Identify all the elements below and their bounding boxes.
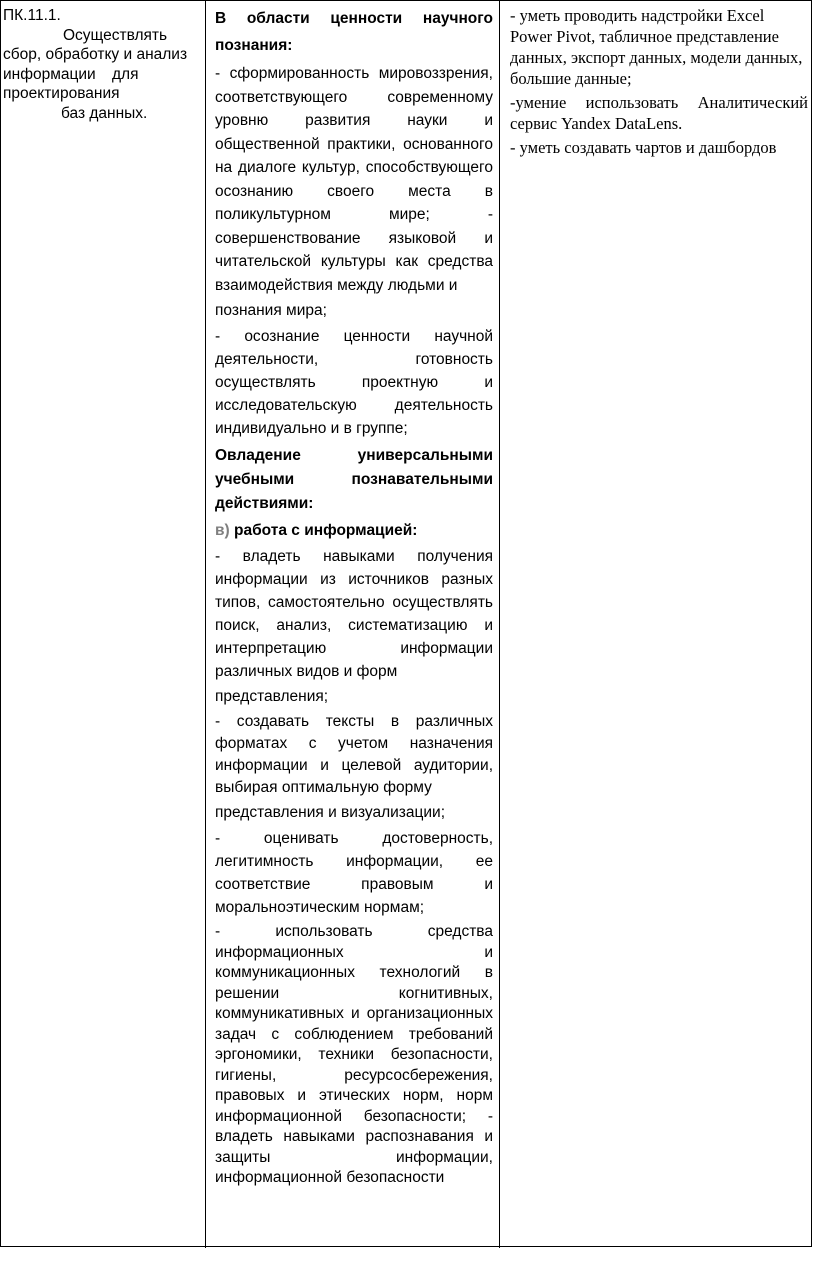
science-item: - осознание ценности научной деятельности, готовность осуществлять проектную и исследовательскую деятельность индивидуально и в группе; xyxy=(215,328,493,437)
info-item: - использовать средства информационных и коммуникационных технологий в решении когнитивных, коммуникативных и организационных задач с соблюдением требований эргономики, техники безопасности, гигиены, ресурсосбережения, правовых и этических норм, норм информационной безопасности; - владеть навыками распознавания и защиты информации, информационной безопасности xyxy=(215,923,493,1186)
mastery-heading: Овладение универсальными учебными познавательными действиями: xyxy=(215,447,493,512)
info-item: представления; xyxy=(215,688,329,705)
skill-item: -умение использовать Аналитический сервис Yandex DataLens. xyxy=(510,93,808,133)
science-item: - сформированность мировоззрения, соответствующего современному уровню развития науки и общественной практики, основанного на диалоге культур, способствующего осознанию своего места в поликультурном мире; - совершенствование языковой и читательской культуры как средства взаимодействия между людьми и xyxy=(215,65,493,294)
science-heading: В области ценности научного познания: xyxy=(215,10,493,54)
competency-title-line: Осуществлять xyxy=(63,26,168,44)
info-heading xyxy=(215,520,493,542)
skills-cell xyxy=(504,1,812,158)
column-divider xyxy=(499,1,500,1248)
info-item: - владеть навыками получения информации из источников разных типов, самостоятельно осуществлять поиск, анализ, систематизацию и интерпретацию информации различных видов и форм xyxy=(215,548,493,680)
column-divider xyxy=(205,1,206,1248)
competency-cell xyxy=(1,1,205,123)
results-cell xyxy=(209,1,499,1189)
skill-item: - уметь создавать чартов и дашбордов xyxy=(510,138,777,157)
info-item: - создавать тексты в различных форматах с учетом назначения информации и целевой аудитории, выбирая оптимальную форму xyxy=(215,713,493,796)
competency-title-line: проектирования xyxy=(3,85,120,102)
competency-title-line: баз данных. xyxy=(61,104,148,122)
info-heading-text: работа с информацией: xyxy=(229,522,418,539)
skill-item: - уметь проводить надстройки Excel Power Pivot, табличное представление данных, экспорт данных, модели данных, большие данные; xyxy=(510,6,803,88)
info-item: - оценивать достоверность, легитимность информации, ее соответствие правовым и моральноэтическим нормам; xyxy=(215,830,493,916)
competency-title-line: сбор, обработку и анализ xyxy=(3,46,188,63)
science-item: познания мира; xyxy=(215,302,327,319)
info-marker: в) xyxy=(215,522,230,539)
competency-code: ПК.11.1. xyxy=(3,7,61,24)
info-item: представления и визуализации; xyxy=(215,804,446,821)
competency-title-line: информации для xyxy=(3,65,139,83)
